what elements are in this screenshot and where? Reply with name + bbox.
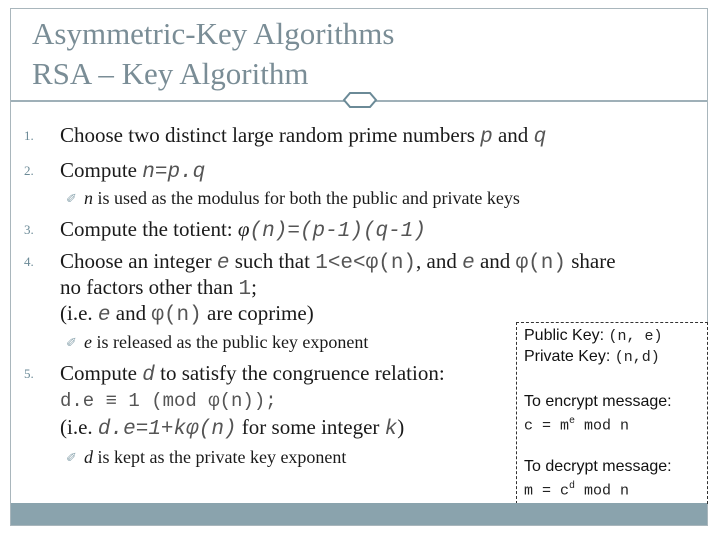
phi-n: φ(n) <box>515 252 566 275</box>
step-4-line-2-text: no factors other than <box>60 275 239 299</box>
step-3-text: Compute the totient: <box>60 217 238 241</box>
congruence-relation: d.e ≡ 1 (mod φ(n)); <box>60 390 277 412</box>
private-key-value: (n,d) <box>614 349 660 366</box>
encrypt-formula-b: mod n <box>575 417 630 435</box>
public-key-value: (n, e) <box>608 328 663 345</box>
encrypt-exponent: e <box>569 416 576 427</box>
var-q: q <box>533 126 547 149</box>
decrypt-formula-a: m = c <box>524 482 570 500</box>
step-2-text: Compute <box>60 158 143 182</box>
step-1-text: Choose two distinct large random prime numbers <box>60 123 481 147</box>
encrypt-label: To encrypt message: <box>524 393 672 410</box>
step-5-text: Compute <box>60 361 143 385</box>
var-e: e <box>216 252 230 275</box>
var-e-3: e <box>97 304 111 327</box>
step-4-post: share <box>565 249 616 273</box>
encrypt-formula-a: c = m <box>524 417 570 435</box>
step-4-l3post: are coprime) <box>201 301 314 325</box>
step-5-l3a: (i.e. <box>60 415 98 439</box>
sub-point-private-text: is kept as the private key exponent <box>93 447 347 467</box>
title-line-2: RSA – Key Algorithm <box>32 56 309 91</box>
step-number-3: 3. <box>24 222 34 237</box>
step-4-and: and <box>474 249 516 273</box>
step-4 <box>60 248 616 277</box>
step-4-text: Choose an integer <box>60 249 217 273</box>
de-expression: d.e=1+kφ(n) <box>97 418 237 441</box>
step-5-line-3 <box>60 414 404 443</box>
step-4-l3and: and <box>110 301 152 325</box>
footer-bar <box>11 503 707 525</box>
sub-bullet-icon: ✐ <box>66 451 77 466</box>
n-equals-pq: n=p.q <box>142 161 206 184</box>
sub-point-public-exponent <box>84 331 368 353</box>
slide-title <box>32 14 394 94</box>
step-4-l3a: (i.e. <box>60 301 98 325</box>
sub-point-public-text: is released as the public key exponent <box>92 332 369 352</box>
step-5-post: to satisfy the congruence relation: <box>154 361 445 385</box>
var-d-sub: d <box>84 447 93 467</box>
public-key-line <box>524 326 663 347</box>
var-n: n <box>84 188 93 208</box>
public-key-label: Public Key: <box>524 327 609 344</box>
step-number-4: 4. <box>24 254 34 269</box>
decrypt-exponent: d <box>569 481 576 492</box>
step-4-line-2 <box>60 274 257 303</box>
totient-formula: (n)=(p-1)(q-1) <box>249 220 426 243</box>
var-d: d <box>142 364 155 387</box>
step-number-2: 2. <box>24 163 34 178</box>
sub-bullet-icon: ✐ <box>66 192 77 207</box>
sub-bullet-icon: ✐ <box>66 336 77 351</box>
decrypt-label: To decrypt message: <box>524 458 672 475</box>
var-e-sub: e <box>84 332 92 352</box>
step-1 <box>60 122 546 151</box>
step-3 <box>60 216 426 245</box>
one: 1 <box>238 278 252 301</box>
step-5 <box>60 360 445 389</box>
step-number-5: 5. <box>24 366 34 381</box>
title-line-1: Asymmetric-Key Algorithms <box>32 16 395 51</box>
step-4-mid: such that <box>229 249 316 273</box>
decrypt-formula-b: mod n <box>575 482 630 500</box>
step-4-mid2: , and <box>416 249 463 273</box>
var-k: k <box>384 418 398 441</box>
sub-point-modulus-text: is used as the modulus for both the public and private keys <box>93 188 520 208</box>
step-2 <box>60 157 205 186</box>
phi-symbol: φ <box>237 217 250 241</box>
sub-point-private-exponent <box>84 446 346 468</box>
step-5-l3post: ) <box>397 415 405 439</box>
step-number-1: 1. <box>24 128 34 143</box>
private-key-label: Private Key: <box>524 348 615 365</box>
step-5-l3mid: for some integer <box>236 415 385 439</box>
e-range: 1<e<φ(n) <box>315 252 417 275</box>
step-4-line-3 <box>60 300 314 329</box>
semicolon: ; <box>251 275 257 299</box>
var-e-2: e <box>462 252 475 275</box>
emblem-icon <box>340 89 380 111</box>
encrypt-formula <box>524 412 629 436</box>
decrypt-formula <box>524 477 629 501</box>
phi-n-2: φ(n) <box>151 304 202 327</box>
sub-point-modulus <box>84 187 520 209</box>
var-p: p <box>480 126 493 149</box>
step-1-and: and <box>492 123 534 147</box>
private-key-line <box>524 347 660 368</box>
